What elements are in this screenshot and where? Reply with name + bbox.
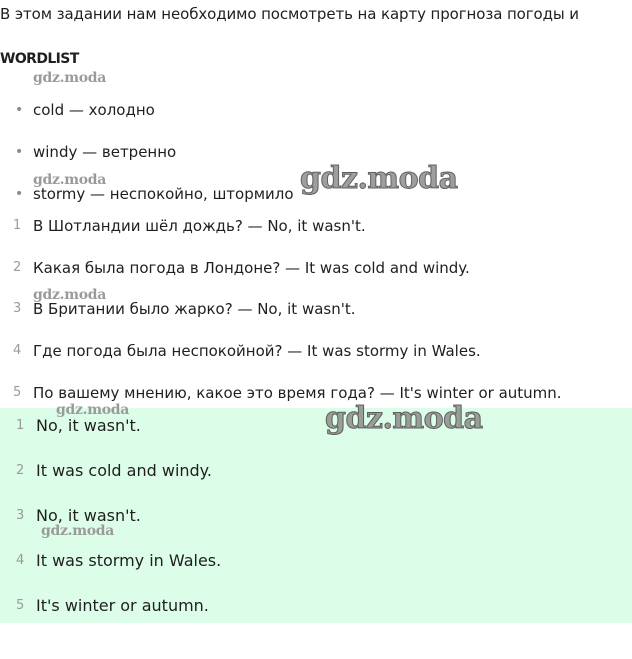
question-number: 5: [13, 385, 22, 400]
wordlist-item-text: cold — холодно: [33, 101, 155, 119]
watermark-logo: gdz.moda: [33, 287, 107, 303]
watermark-logo-large: gdz.moda: [325, 401, 483, 436]
question-text: Где погода была неспокойной? — It was stormy in Wales.: [33, 342, 481, 360]
answer-text: No, it wasn't.: [36, 416, 141, 435]
question-number: 1: [13, 218, 22, 233]
answer-number: 5: [16, 598, 25, 613]
answers-panel: [0, 401, 632, 623]
question-number: 4: [13, 343, 22, 358]
bullet-icon: •: [15, 102, 24, 118]
question-text: В Британии было жарко? — No, it wasn't.: [33, 300, 356, 318]
bullet-icon: •: [15, 144, 24, 160]
intro-text: В этом задании нам необходимо посмотреть на карту прогноза погоды и: [0, 5, 579, 23]
wordlist-heading: WORDLIST: [0, 51, 79, 67]
answer-text: No, it wasn't.: [36, 506, 141, 525]
wordlist-item-text: stormy — неспокойно, штормило: [33, 185, 294, 203]
watermark-logo: gdz.moda: [33, 70, 107, 86]
question-text: Какая была погода в Лондоне? — It was cold and windy.: [33, 259, 470, 277]
answer-number: 2: [16, 463, 25, 478]
answer-number: 1: [16, 418, 25, 433]
answer-number: 3: [16, 508, 25, 523]
watermark-logo-large: gdz.moda: [300, 161, 458, 196]
bullet-icon: •: [15, 186, 24, 202]
answer-text: It was stormy in Wales.: [36, 551, 222, 570]
question-number: 2: [13, 260, 22, 275]
wordlist-item-text: windy — ветренно: [33, 143, 177, 161]
watermark-logo: gdz.moda: [33, 172, 107, 188]
answer-text: It's winter or autumn.: [36, 596, 209, 615]
answer-number: 4: [16, 553, 25, 568]
watermark-logo: gdz.moda: [41, 523, 115, 539]
question-text: По вашему мнению, какое это время года? — It's winter or autumn.: [33, 384, 562, 402]
question-number: 3: [13, 301, 22, 316]
watermark-logo: gdz.moda: [56, 402, 130, 418]
answer-text: It was cold and windy.: [36, 461, 212, 480]
question-text: В Шотландии шёл дождь? — No, it wasn't.: [33, 217, 366, 235]
